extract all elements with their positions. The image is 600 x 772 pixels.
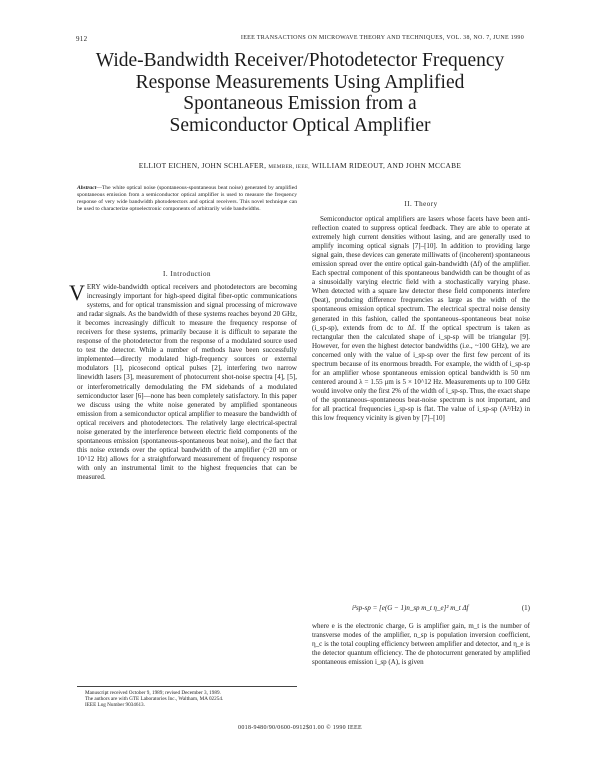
equation-text: i²sp-sp = [e(G − 1)n_sp m_t η_e]² m_t Δf <box>352 604 469 612</box>
authors-second: WILLIAM RIDEOUT, AND JOHN MCCABE <box>311 161 462 170</box>
journal-header: IEEE TRANSACTIONS ON MICROWAVE THEORY AND TECHNIQUES, VOL. 38, NO. 7, JUNE 1990 <box>240 35 524 41</box>
introduction-body <box>69 280 297 482</box>
authors-first: ELLIOT EICHEN, JOHN SCHLAFER, <box>138 161 267 170</box>
footnote <box>77 686 297 708</box>
paper-title <box>60 50 540 136</box>
drop-cap: V <box>69 280 85 305</box>
copyright-line: 0018-9480/90/0600-0912$01.00 © 1990 IEEE <box>238 725 362 731</box>
title-line: Spontaneous Emission from a <box>183 93 417 114</box>
theory-paragraph: Semiconductor optical amplifiers are lasers whose facets have been anti-reflection coated to suppress optical feedback. They are able to operate at extremely high current densities without lasing, and are generally used to amplify incoming optical signals [7]–[10]. In addition to providing large signal gain, these devices can generate milliwatts of (incoherent) spontaneous emission spread over the entire optical gain-bandwidth (Δf) of the amplifier. Each spectral component of this spontaneous bandwidth can be thought of as a sinusoidally varying electric field with a stochastically varying phase. When detected with a square law detector these field components interfere (beat), producing difference frequencies as large as the width of the spontaneous emission optical spectrum. The electrical spectral noise density generated in this fashion, called the spontaneous–spontaneous beat noise (i_sp-sp), extends from dc to Δf. If the optical spectrum is taken as rectangular then the calculated shape of i_sp-sp will be triangular [9]. However, for even the highest detector bandwidths (i.e., ~100 GHz), we are concerned only with the value of i_sp-sp over the first few percent of its spectrum because of its enormous breadth. For example, the width of i_sp-sp for an amplifier whose spontaneous emission optical bandwidth is 50 nm centered around λ = 1.55 μm is 5 × 10^12 Hz. Measurements up to 100 GHz would involve only the first 2% of the width of i_sp-sp. Thus, the exact shape of the spontaneous–spontaneous beat-noise spectrum is not important, and for all practical frequencies i_sp-sp is flat. The value of i_sp-sp (A²/Hz) in this low frequency vicinity is given by [7]–[10] <box>312 215 530 423</box>
equation-number: (1) <box>521 604 530 612</box>
section-heading-introduction: I. Introduction <box>163 270 211 278</box>
theory-body-continued <box>312 622 530 667</box>
footnote-received: Manuscript received October 9, 1989; revised December 3, 1989. <box>85 690 221 696</box>
author-list <box>60 161 540 170</box>
footnote-affiliation: The authors are with GTE Laboratories Inc., Waltham, MA 02254. <box>85 696 224 703</box>
equation-1 <box>312 604 530 612</box>
theory-paragraph-2: where e is the electronic charge, G is amplifier gain, m_t is the number of transverse modes of the amplifier, n_sp is population inversion coefficient, η_c is the total coupling efficiency between amplifier and detector, and η_e is the detector quantum efficiency. The de photocurrent generated by amplified spontaneous emission i_sp (A), is given <box>312 622 530 667</box>
footnote-ieee-log: IEEE Log Number 9034613. <box>85 702 145 709</box>
introduction-paragraph: ERY wide-bandwidth optical receivers and photodetectors are becoming increasingly important for high-speed digital fiber-optic communications systems, and for optical transmission and signal processing of microwave and radar signals. As the bandwidth of these systems reaches beyond 20 GHz, it becomes increasingly difficult to measure the frequency response of receivers for these systems, primarily because it is difficult to separate the response of the photodetector from the response of a modulated source used to test the detector. While a number of methods have been successfully implemented—directly modulated high-frequency sources or external modulators [1], picosecond optical pulses [2], interfering two narrow linewidth lasers [3], measurement of photocurrent shot-noise spectra [4], [5], or interferometrically demodulating the FM sidebands of a modulated semiconductor laser [6]—none has been completely satisfactory. In this paper we discuss using the white noise generated by amplified spontaneous emission from a semiconductor optical amplifier to measure the bandwidth of optical receivers and photodetectors. The relatively large electrical-spectral noise generated by the interference between electric field components of the spontaneous emission (spontaneous-spontaneous beat noise), and the fact that this noise extends over the optical bandwidth of the amplifier (~20 nm or 10^12 Hz) allows for a straightforward measurement of frequency response with only an instrumental limit to the highest frequencies that can be measured. <box>77 283 297 481</box>
theory-body <box>312 215 530 423</box>
abstract <box>77 185 297 213</box>
abstract-lead: Abstract <box>77 185 97 191</box>
section-heading-theory: II. Theory <box>404 200 438 208</box>
title-line: Wide-Bandwidth Receiver/Photodetector Frequency <box>95 50 505 71</box>
title-line: Response Measurements Using Amplified <box>135 71 465 93</box>
page-number: 912 <box>76 35 88 43</box>
title-line: Semiconductor Optical Amplifier <box>169 114 431 136</box>
abstract-text: —The white optical noise (spontaneous-spontaneous beat noise) generated by amplified spontaneous emission from a semiconductor optical amplifier is used to measure the frequency response of very wide bandwidth photodetectors and optical receivers. This novel technique can be used to characterize optoelectronic components of arbitrarily wide bandwidths. <box>77 185 297 212</box>
member-designation: MEMBER, IEEE, <box>268 164 310 170</box>
